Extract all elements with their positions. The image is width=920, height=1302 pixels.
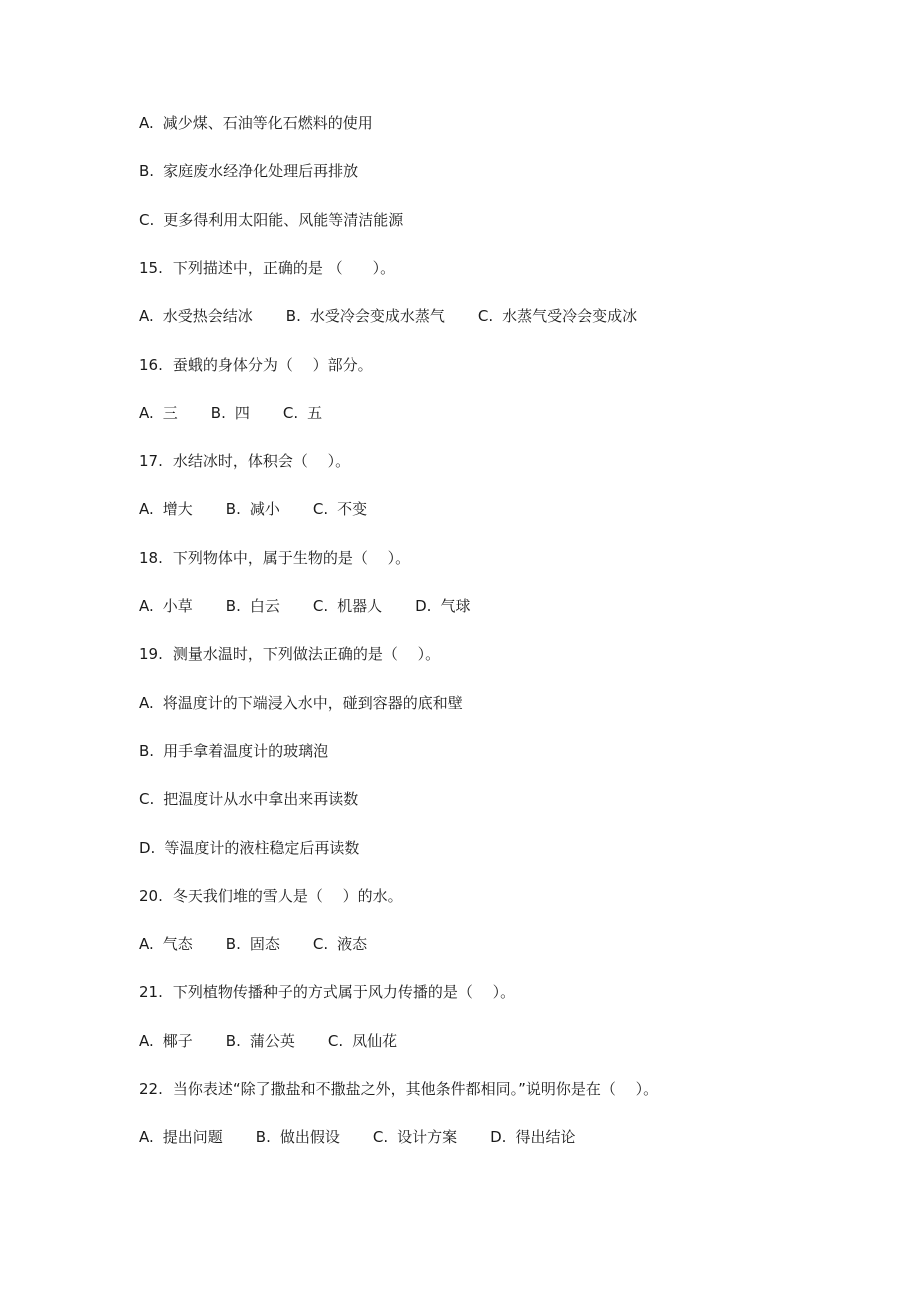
question-number: 18. [139, 549, 163, 567]
option-letter: C. [312, 500, 329, 518]
answer-option [211, 402, 250, 424]
answer-option [478, 305, 637, 327]
question-text: 当你表述“除了撒盐和不撒盐之外，其他条件都相同。”说明你是在（ ）。 [172, 1080, 659, 1098]
question-line [139, 547, 410, 569]
question-text: 冬天我们堆的雪人是（ ）的水。 [172, 887, 403, 905]
answer-option [313, 595, 382, 617]
answer-option [490, 1126, 575, 1148]
option-letter: B. [285, 307, 301, 325]
answer-option [139, 498, 193, 520]
option-letter: B. [225, 935, 241, 953]
option-letter: D. [490, 1128, 507, 1146]
answer-option [139, 1126, 223, 1148]
answer-option [226, 498, 280, 520]
option-line [139, 305, 637, 327]
option-line [139, 788, 358, 810]
option-line [139, 595, 470, 617]
question-line [139, 450, 350, 472]
option-text: 小草 [162, 597, 193, 615]
option-letter: A. [139, 500, 154, 518]
option-line [139, 209, 403, 231]
question-line [139, 257, 395, 279]
option-text: 水受热会结冰 [162, 307, 253, 325]
question-text: 水结冰时，体积会（ ）。 [172, 452, 351, 470]
option-line [139, 692, 463, 714]
option-line [139, 112, 373, 134]
answer-option [226, 595, 280, 617]
option-text: 得出结论 [515, 1128, 576, 1146]
question-text: 测量水温时，下列做法正确的是（ ）。 [172, 645, 441, 663]
answer-option [139, 933, 193, 955]
question-line [139, 643, 440, 665]
option-letter: A. [139, 597, 154, 615]
answer-option [256, 1126, 340, 1148]
answer-option [226, 1030, 295, 1052]
option-text: 机器人 [337, 597, 383, 615]
answer-option [226, 933, 280, 955]
option-letter: B. [225, 597, 241, 615]
question-number: 16. [139, 356, 163, 374]
answer-option [139, 112, 373, 134]
option-text: 减小 [249, 500, 280, 518]
option-letter: C. [139, 211, 155, 229]
option-text: 把温度计从水中拿出来再读数 [163, 790, 359, 808]
question-number: 19. [139, 645, 163, 663]
option-text: 四 [234, 404, 250, 422]
option-letter: C. [282, 404, 299, 422]
question-line [139, 354, 373, 376]
option-letter: C. [139, 790, 155, 808]
question-number: 22. [139, 1080, 163, 1098]
option-letter: A. [139, 1032, 154, 1050]
question-text: 蚕蛾的身体分为（ ）部分。 [172, 356, 373, 374]
answer-option [313, 933, 367, 955]
option-text: 气态 [162, 935, 193, 953]
option-text: 固态 [249, 935, 280, 953]
option-text: 蒲公英 [249, 1032, 295, 1050]
option-letter: A. [139, 935, 154, 953]
question-text: 下列物体中，属于生物的是（ ）。 [172, 549, 411, 567]
option-line [139, 1126, 575, 1148]
option-text: 液态 [337, 935, 368, 953]
answer-option [139, 160, 358, 182]
option-letter: C. [477, 307, 494, 325]
answer-option [139, 837, 359, 859]
option-letter: D. [139, 839, 156, 857]
question-line [139, 885, 403, 907]
option-letter: C. [327, 1032, 344, 1050]
option-text: 增大 [162, 500, 193, 518]
option-text: 白云 [249, 597, 280, 615]
answer-option [313, 498, 367, 520]
option-text: 水受冷会变成水蒸气 [309, 307, 445, 325]
answer-option [139, 595, 193, 617]
question-number: 15. [139, 259, 163, 277]
option-text: 提出问题 [162, 1128, 223, 1146]
answer-option [139, 740, 328, 762]
option-letter: A. [139, 1128, 154, 1146]
question-number: 20. [139, 887, 163, 905]
answer-option [286, 305, 445, 327]
option-text: 气球 [440, 597, 471, 615]
option-letter: B. [139, 162, 155, 180]
answer-option [139, 402, 178, 424]
answer-option [139, 788, 358, 810]
option-text: 五 [307, 404, 323, 422]
option-letter: C. [312, 935, 329, 953]
option-letter: B. [210, 404, 226, 422]
option-letter: B. [139, 742, 155, 760]
option-line [139, 933, 367, 955]
option-line [139, 1030, 397, 1052]
option-text: 家庭废水经净化处理后再排放 [163, 162, 359, 180]
answer-option [283, 402, 322, 424]
option-letter: D. [415, 597, 432, 615]
option-text: 凤仙花 [352, 1032, 398, 1050]
option-letter: C. [312, 597, 329, 615]
answer-option [328, 1030, 397, 1052]
question-text: 下列描述中，正确的是 （ ）。 [172, 259, 396, 277]
option-text: 水蒸气受冷会变成冰 [502, 307, 638, 325]
option-text: 将温度计的下端浸入水中，碰到容器的底和壁 [162, 694, 463, 712]
option-line [139, 740, 328, 762]
question-text: 下列植物传播种子的方式属于风力传播的是（ ）。 [172, 983, 516, 1001]
answer-option [139, 692, 463, 714]
option-text: 减少煤、石油等化石燃料的使用 [162, 114, 373, 132]
option-letter: A. [139, 114, 154, 132]
question-number: 17. [139, 452, 163, 470]
option-text: 不变 [337, 500, 368, 518]
option-letter: A. [139, 307, 154, 325]
answer-option [415, 595, 470, 617]
option-text: 用手拿着温度计的玻璃泡 [163, 742, 329, 760]
option-letter: B. [255, 1128, 271, 1146]
option-line [139, 498, 367, 520]
answer-option [139, 1030, 193, 1052]
question-number: 21. [139, 983, 163, 1001]
option-letter: A. [139, 694, 154, 712]
option-text: 等温度计的液柱稳定后再读数 [164, 839, 360, 857]
answer-option [373, 1126, 457, 1148]
option-letter: A. [139, 404, 154, 422]
question-line [139, 1078, 658, 1100]
option-line [139, 402, 322, 424]
option-letter: C. [372, 1128, 389, 1146]
option-line [139, 837, 359, 859]
option-text: 做出假设 [279, 1128, 340, 1146]
option-text: 设计方案 [397, 1128, 458, 1146]
option-text: 三 [162, 404, 178, 422]
option-text: 椰子 [162, 1032, 193, 1050]
option-letter: B. [225, 1032, 241, 1050]
question-line [139, 981, 515, 1003]
option-line [139, 160, 358, 182]
answer-option [139, 305, 253, 327]
option-letter: B. [225, 500, 241, 518]
answer-option [139, 209, 403, 231]
option-text: 更多得利用太阳能、风能等清洁能源 [163, 211, 404, 229]
